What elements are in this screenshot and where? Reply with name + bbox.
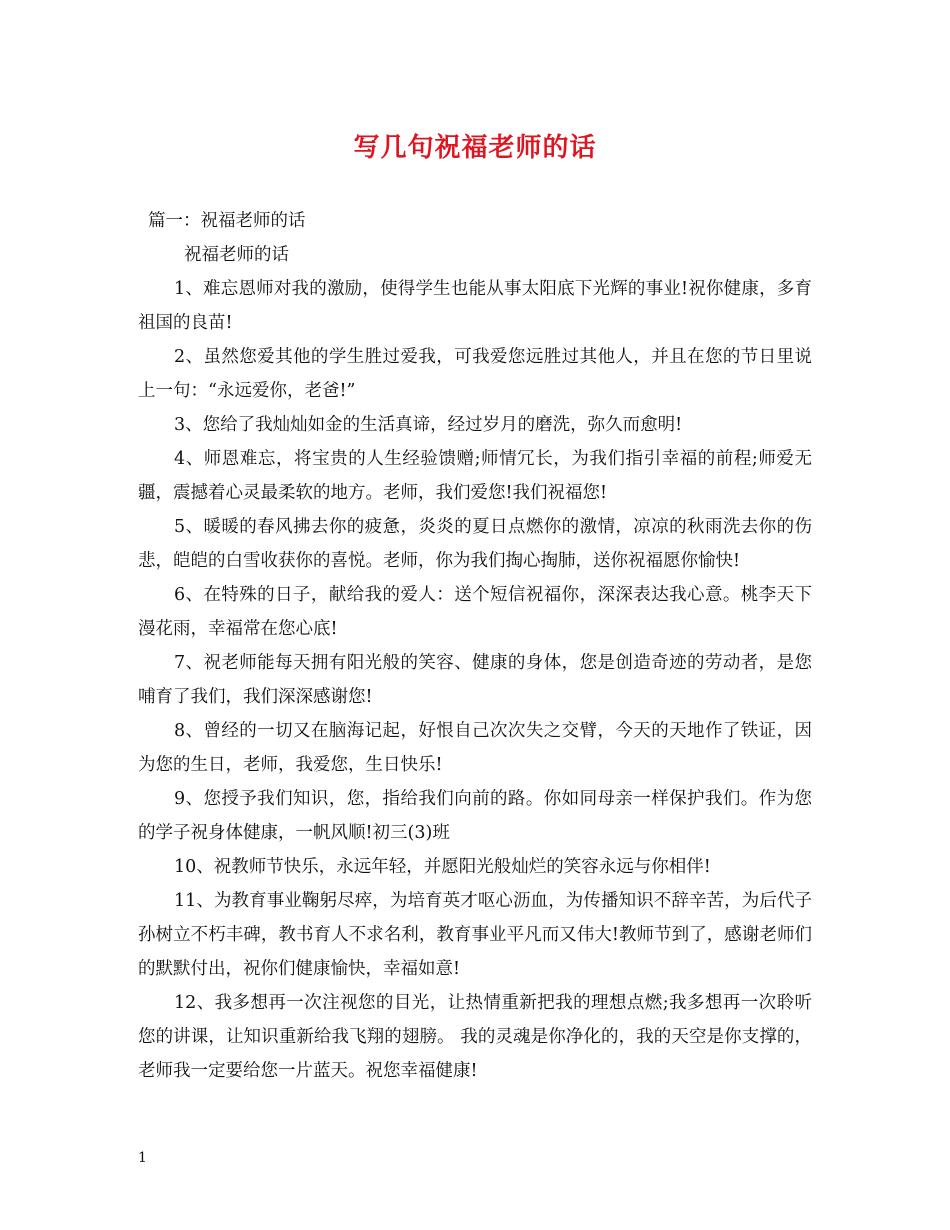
paragraph-8: 8、曾经的一切又在脑海记起，好恨自己次次失之交臂，今天的天地作了铁证，因为您的生日，老师，我爱您，生日快乐! [138,721,812,775]
document-title: 写几句祝福老师的话 [353,133,597,163]
paragraph-5: 5、暖暖的春风拂去你的疲惫，炎炎的夏日点燃你的激情，凉凉的秋雨洗去你的伤悲，皑皑的白雪收获你的喜悦。老师，你为我们掏心掏肺，送你祝福愿你愉快! [138,517,812,571]
paragraph-1: 1、难忘恩师对我的激励，使得学生也能从事太阳底下光辉的事业!祝你健康，多育祖国的良苗! [138,279,812,333]
paragraph-4: 4、师恩难忘，将宝贵的人生经验馈赠;师情冗长，为我们指引幸福的前程;师爱无疆，震撼着心灵最柔软的地方。老师，我们爱您!我们祝福您! [138,449,812,503]
page-number: 1 [138,1150,147,1166]
paragraph-12: 12、我多想再一次注视您的目光，让热情重新把我的理想点燃;我多想再一次聆听您的讲课，让知识重新给我飞翔的翅膀。 我的灵魂是你净化的，我的天空是你支撑的，老师我一定要给您一片蓝天。祝您幸福健康! [138,993,812,1081]
paragraph-10: 10、祝教师节快乐，永远年轻，并愿阳光般灿烂的笑容永远与你相伴! [174,857,711,877]
paragraph-3: 3、您给了我灿灿如金的生活真谛，经过岁月的磨洗，弥久而愈明! [174,415,683,435]
document-body [138,204,812,1088]
paragraph-11: 11、为教育事业鞠躬尽瘁，为培育英才呕心沥血，为传播知识不辞辛苦，为后代子孙树立不朽丰碑，教书育人不求名利，教育事业平凡而又伟大!教师节到了，感谢老师们的默默付出，祝你们健康愉快，幸福如意! [138,891,812,979]
paragraph-7: 7、祝老师能每天拥有阳光般的笑容、健康的身体，您是创造奇迹的劳动者，是您哺育了我们，我们深深感谢您! [138,653,812,707]
subheading: 祝福老师的话 [184,245,289,265]
paragraph-9: 9、您授予我们知识，您，指给我们向前的路。你如同母亲一样保护我们。作为您的学子祝身体健康，一帆风顺!初三(3)班 [138,789,812,843]
section-heading: 篇一：祝福老师的话 [148,211,306,231]
paragraph-6: 6、在特殊的日子，献给我的爱人：送个短信祝福你，深深表达我心意。桃李天下漫花雨，幸福常在您心底! [138,585,812,639]
paragraph-2: 2、虽然您爱其他的学生胜过爱我，可我爱您远胜过其他人，并且在您的节日里说上一句：“永远爱你，老爸!” [138,347,812,401]
